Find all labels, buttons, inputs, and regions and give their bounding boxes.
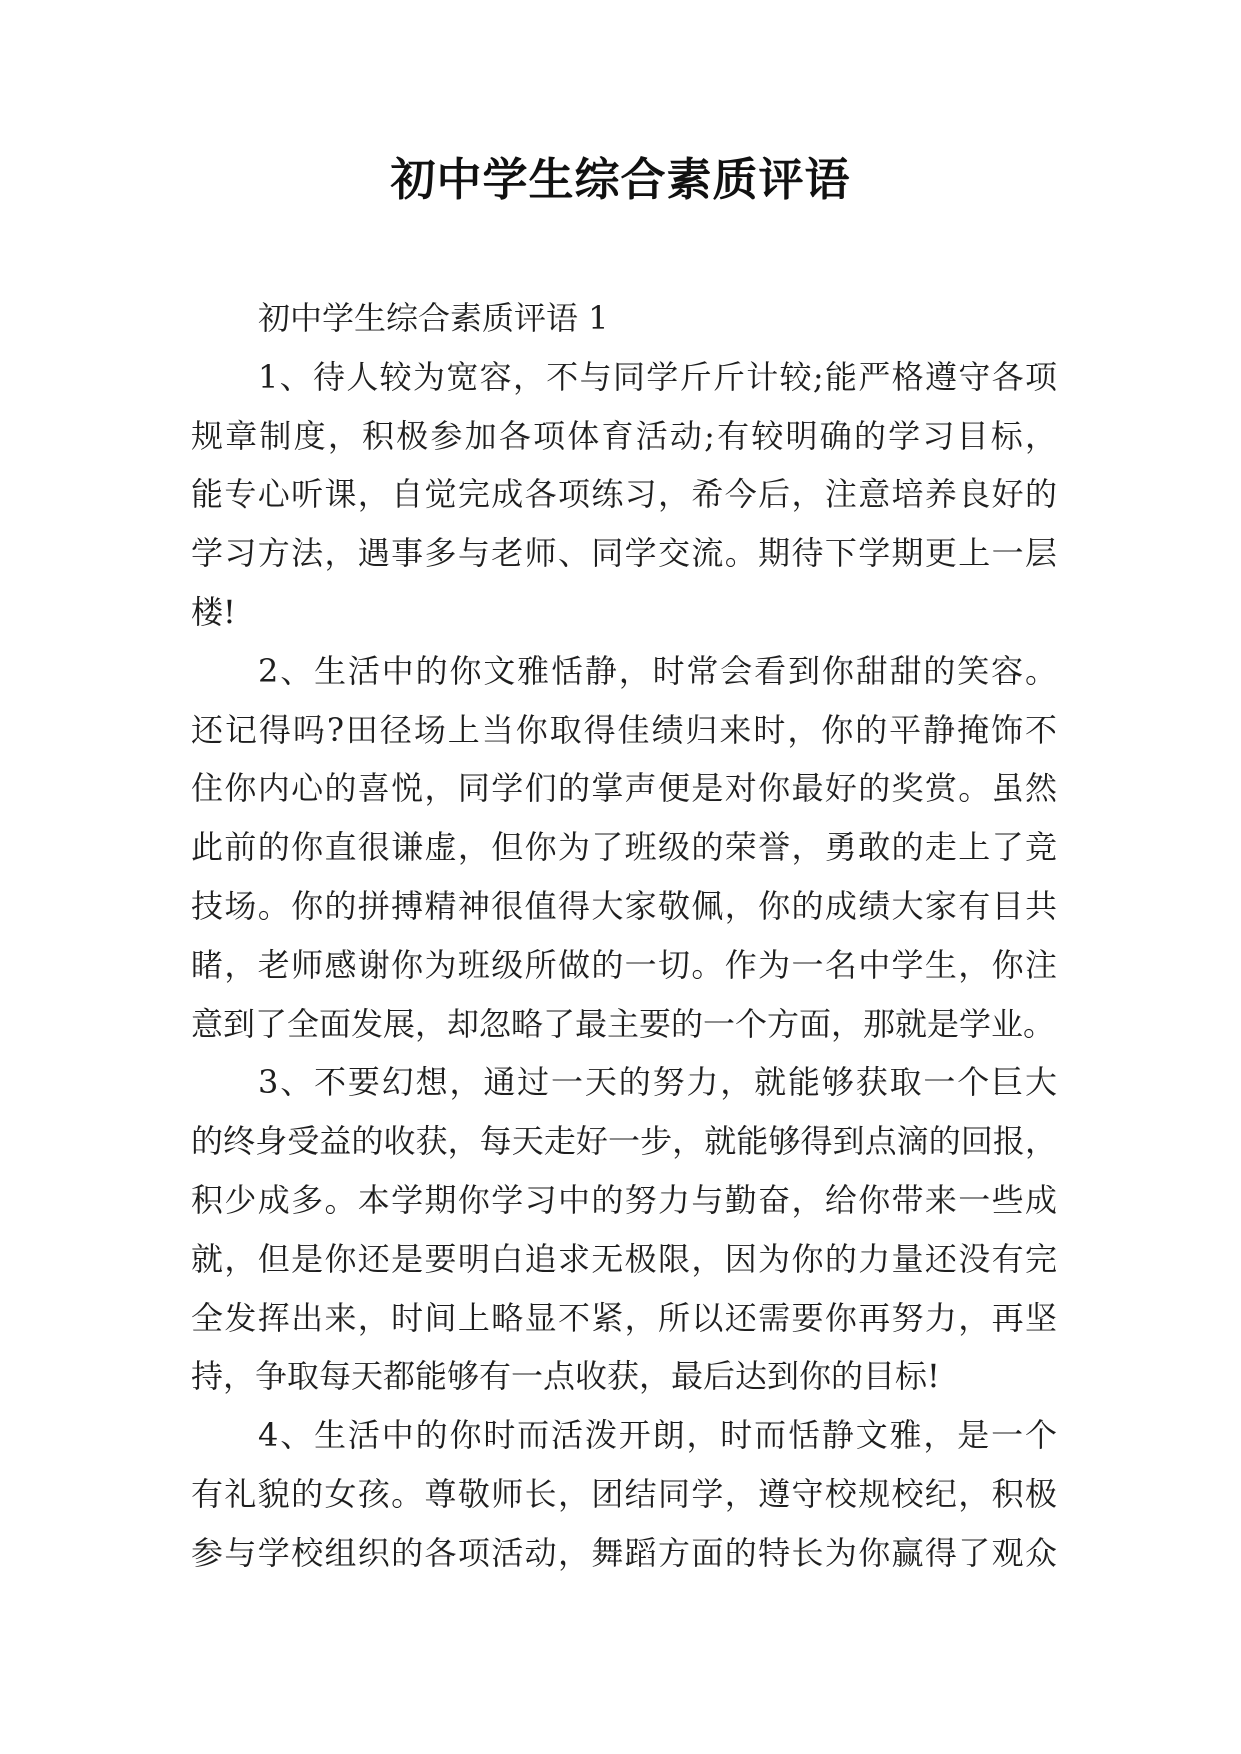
paragraph-line: 学习方法，遇事多与老师、同学交流。期待下学期更上一层 xyxy=(191,534,1057,573)
paragraph-line: 此前的你直很谦虚，但你为了班级的荣誉，勇敢的走上了竞 xyxy=(191,828,1057,867)
document-title: 初中学生综合素质评语 xyxy=(390,153,851,206)
paragraph-line: 还记得吗?田径场上当你取得佳绩归来时，你的平静掩饰不 xyxy=(191,710,1057,749)
paragraph-line: 3、不要幻想，通过一天的努力，就能够获取一个巨大 xyxy=(258,1063,1057,1102)
paragraph-2 xyxy=(191,642,1057,1054)
document-body xyxy=(191,289,1057,1583)
paragraph-line: 住你内心的喜悦，同学们的掌声便是对你最好的奖赏。虽然 xyxy=(191,769,1057,808)
paragraph-line: 的终身受益的收获，每天走好一步，就能够得到点滴的回报， xyxy=(191,1122,1057,1161)
section-heading: 初中学生综合素质评语 1 xyxy=(258,299,609,337)
paragraph-line: 楼! xyxy=(191,592,236,631)
paragraph-line: 能专心听课，自觉完成各项练习，希今后，注意培养良好的 xyxy=(191,475,1057,514)
paragraph-line: 有礼貌的女孩。尊敬师长，团结同学，遵守校规校纪，积极 xyxy=(191,1474,1057,1513)
paragraph-line: 持，争取每天都能够有一点收获，最后达到你的目标! xyxy=(191,1357,940,1396)
paragraph-4 xyxy=(191,1406,1057,1582)
paragraph-line: 睹，老师感谢你为班级所做的一切。作为一名中学生，你注 xyxy=(191,945,1057,984)
paragraph-line: 就，但是你还是要明白追求无极限，因为你的力量还没有完 xyxy=(191,1239,1057,1278)
paragraph-line: 积少成多。本学期你学习中的努力与勤奋，给你带来一些成 xyxy=(191,1180,1057,1219)
paragraph-line: 技场。你的拼搏精神很值得大家敬佩，你的成绩大家有目共 xyxy=(191,886,1057,925)
paragraph-line: 意到了全面发展，却忽略了最主要的一个方面，那就是学业。 xyxy=(191,1004,1056,1043)
paragraph-1 xyxy=(191,348,1057,642)
paragraph-line: 规章制度，积极参加各项体育活动;有较明确的学习目标， xyxy=(191,416,1057,455)
paragraph-line: 4、生活中的你时而活泼开朗，时而恬静文雅，是一个 xyxy=(258,1416,1057,1455)
paragraph-line: 1、待人较为宽容，不与同学斤斤计较;能严格遵守各项 xyxy=(258,357,1057,396)
paragraph-line: 2、生活中的你文雅恬静，时常会看到你甜甜的笑容。 xyxy=(258,651,1057,690)
paragraph-line: 全发挥出来，时间上略显不紧，所以还需要你再努力，再坚 xyxy=(191,1298,1057,1337)
paragraph-line: 参与学校组织的各项活动，舞蹈方面的特长为你赢得了观众 xyxy=(191,1533,1057,1572)
paragraph-3 xyxy=(191,1053,1057,1406)
